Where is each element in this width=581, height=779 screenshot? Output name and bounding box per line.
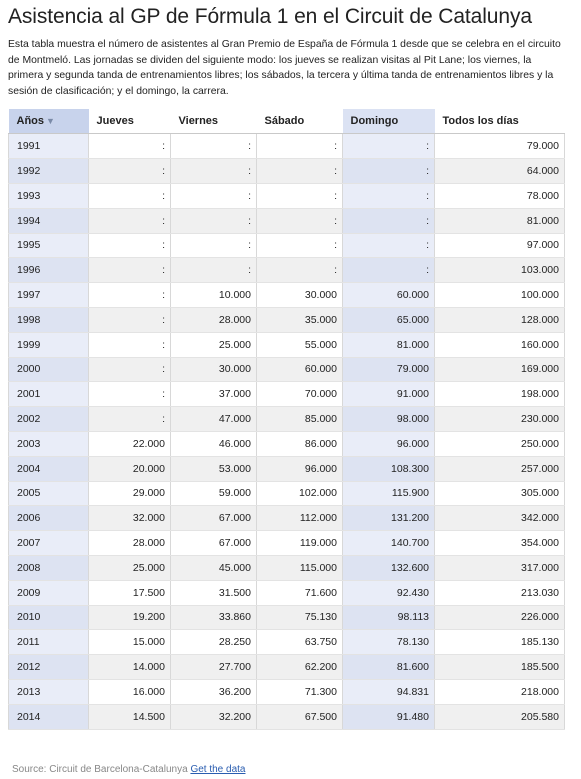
domingo-cell: 60.000 [343,283,435,308]
year-cell: 2014 [9,704,89,729]
domingo-cell: 81.000 [343,332,435,357]
viernes-cell: 33.860 [171,605,257,630]
jueves-cell: : [89,357,171,382]
total-cell: 100.000 [435,283,565,308]
year-cell: 2013 [9,679,89,704]
get-the-data-link[interactable]: Get the data [190,764,246,775]
table-row [9,134,565,159]
table-row [9,506,565,531]
domingo-cell: 132.600 [343,555,435,580]
sabado-cell: 119.000 [257,531,343,556]
year-cell: 1992 [9,159,89,184]
sort-descending-icon[interactable]: ▼ [46,116,55,127]
viernes-cell: 59.000 [171,481,257,506]
table-row [9,456,565,481]
jueves-cell: : [89,208,171,233]
year-cell: 1998 [9,307,89,332]
viernes-cell: 25.000 [171,332,257,357]
year-cell: 2005 [9,481,89,506]
domingo-cell: : [343,233,435,258]
jueves-cell: : [89,258,171,283]
domingo-cell: 131.200 [343,506,435,531]
column-header-todos[interactable] [435,109,565,134]
total-cell: 185.130 [435,630,565,655]
year-cell: 2007 [9,531,89,556]
sabado-cell: 85.000 [257,407,343,432]
year-cell: 2010 [9,605,89,630]
sabado-cell: 30.000 [257,283,343,308]
table-row [9,307,565,332]
sabado-cell: : [257,134,343,159]
viernes-cell: 28.250 [171,630,257,655]
year-cell: 2003 [9,431,89,456]
jueves-cell: : [89,407,171,432]
page-title: Asistencia al GP de Fórmula 1 en el Circuit de Catalunya [8,5,532,28]
table-row [9,655,565,680]
viernes-cell: 47.000 [171,407,257,432]
viernes-cell: 32.200 [171,704,257,729]
domingo-cell: 98.113 [343,605,435,630]
viernes-cell: 10.000 [171,283,257,308]
total-cell: 205.580 [435,704,565,729]
year-cell: 2000 [9,357,89,382]
column-header-label: Viernes [178,115,219,128]
sabado-cell: 86.000 [257,431,343,456]
domingo-cell: : [343,258,435,283]
table-body [9,134,565,729]
total-cell: 230.000 [435,407,565,432]
column-header-label: Domingo [350,115,399,128]
viernes-cell: 30.000 [171,357,257,382]
year-cell: 2012 [9,655,89,680]
viernes-cell: : [171,134,257,159]
jueves-cell: 14.000 [89,655,171,680]
sabado-cell: 96.000 [257,456,343,481]
domingo-cell: 91.480 [343,704,435,729]
total-cell: 160.000 [435,332,565,357]
total-cell: 257.000 [435,456,565,481]
viernes-cell: 53.000 [171,456,257,481]
domingo-cell: 94.831 [343,679,435,704]
viernes-cell: 45.000 [171,555,257,580]
total-cell: 342.000 [435,506,565,531]
jueves-cell: 14.500 [89,704,171,729]
table-row [9,481,565,506]
jueves-cell: 17.500 [89,580,171,605]
jueves-cell: 20.000 [89,456,171,481]
sabado-cell: 63.750 [257,630,343,655]
year-cell: 2006 [9,506,89,531]
total-cell: 250.000 [435,431,565,456]
viernes-cell: : [171,159,257,184]
table-row [9,605,565,630]
year-cell: 1993 [9,183,89,208]
domingo-cell: : [343,159,435,184]
viernes-cell: : [171,208,257,233]
table-row [9,332,565,357]
table-row [9,407,565,432]
domingo-cell: 81.600 [343,655,435,680]
domingo-cell: 65.000 [343,307,435,332]
total-cell: 198.000 [435,382,565,407]
total-cell: 305.000 [435,481,565,506]
total-cell: 213.030 [435,580,565,605]
domingo-cell: 98.000 [343,407,435,432]
total-cell: 64.000 [435,159,565,184]
jueves-cell: : [89,134,171,159]
total-cell: 78.000 [435,183,565,208]
sabado-cell: 55.000 [257,332,343,357]
column-header-label: Jueves [96,115,134,128]
year-cell: 1995 [9,233,89,258]
domingo-cell: 108.300 [343,456,435,481]
viernes-cell: 37.000 [171,382,257,407]
sabado-cell: : [257,258,343,283]
column-header-viernes[interactable] [171,109,257,134]
total-cell: 97.000 [435,233,565,258]
table-row [9,679,565,704]
jueves-cell: : [89,283,171,308]
table-row [9,159,565,184]
table-row [9,431,565,456]
domingo-cell: 79.000 [343,357,435,382]
jueves-cell: 19.200 [89,605,171,630]
jueves-cell: 16.000 [89,679,171,704]
sabado-cell: : [257,159,343,184]
table-row [9,208,565,233]
viernes-cell: : [171,183,257,208]
year-cell: 2009 [9,580,89,605]
total-cell: 81.000 [435,208,565,233]
domingo-cell: 91.000 [343,382,435,407]
year-cell: 1991 [9,134,89,159]
column-header-label: Años [16,115,44,128]
total-cell: 218.000 [435,679,565,704]
jueves-cell: : [89,159,171,184]
domingo-cell: 115.900 [343,481,435,506]
viernes-cell: 28.000 [171,307,257,332]
table-row [9,630,565,655]
viernes-cell: 67.000 [171,531,257,556]
table-row [9,382,565,407]
table-row [9,357,565,382]
sabado-cell: : [257,208,343,233]
sabado-cell: : [257,233,343,258]
column-header-label: Sábado [264,115,305,128]
table-row [9,531,565,556]
jueves-cell: 22.000 [89,431,171,456]
sabado-cell: 70.000 [257,382,343,407]
year-cell: 2008 [9,555,89,580]
total-cell: 79.000 [435,134,565,159]
sabado-cell: 62.200 [257,655,343,680]
column-header-sabado[interactable] [257,109,343,134]
jueves-cell: : [89,183,171,208]
sabado-cell: 67.500 [257,704,343,729]
total-cell: 128.000 [435,307,565,332]
source-line [12,764,245,775]
table-row [9,283,565,308]
jueves-cell: : [89,307,171,332]
domingo-cell: : [343,208,435,233]
viernes-cell: : [171,233,257,258]
jueves-cell: 15.000 [89,630,171,655]
year-cell: 2002 [9,407,89,432]
column-header-anos[interactable] [9,109,89,134]
table-row [9,555,565,580]
table-header-row [9,109,565,134]
sabado-cell: 115.000 [257,555,343,580]
viernes-cell: 46.000 [171,431,257,456]
table-description: Esta tabla muestra el número de asistentes al Gran Premio de España de Fórmula 1 desde que se celebra en el circuito de Montmeló. Las jornadas se dividen del siguiente modo: los jueves se realizan visitas al Pit Lane; los viernes, la primera y segunda tanda de entrenamientos libres; los sábados, la tercera y última tanda de entrenamientos libres y la sesión de clasificación; y el domingo, la carrera. [8,39,561,97]
table-row [9,704,565,729]
domingo-cell: 140.700 [343,531,435,556]
domingo-cell: : [343,183,435,208]
column-header-jueves[interactable] [89,109,171,134]
jueves-cell: 28.000 [89,531,171,556]
source-text: Source: Circuit de Barcelona-Catalunya [12,764,188,775]
viernes-cell: 27.700 [171,655,257,680]
sabado-cell: 75.130 [257,605,343,630]
viernes-cell: 31.500 [171,580,257,605]
jueves-cell: : [89,382,171,407]
sabado-cell: 35.000 [257,307,343,332]
year-cell: 2004 [9,456,89,481]
sabado-cell: 71.300 [257,679,343,704]
table-row [9,183,565,208]
sabado-cell: 60.000 [257,357,343,382]
year-cell: 1999 [9,332,89,357]
viernes-cell: 36.200 [171,679,257,704]
year-cell: 1997 [9,283,89,308]
total-cell: 317.000 [435,555,565,580]
viernes-cell: : [171,258,257,283]
viernes-cell: 67.000 [171,506,257,531]
column-header-label: Todos los días [442,115,519,128]
year-cell: 2001 [9,382,89,407]
table-row [9,580,565,605]
sabado-cell: 102.000 [257,481,343,506]
jueves-cell: : [89,233,171,258]
domingo-cell: : [343,134,435,159]
column-header-domingo[interactable] [343,109,435,134]
domingo-cell: 92.430 [343,580,435,605]
domingo-cell: 96.000 [343,431,435,456]
total-cell: 185.500 [435,655,565,680]
total-cell: 169.000 [435,357,565,382]
total-cell: 354.000 [435,531,565,556]
attendance-table [8,109,565,729]
sabado-cell: 71.600 [257,580,343,605]
total-cell: 103.000 [435,258,565,283]
year-cell: 1996 [9,258,89,283]
total-cell: 226.000 [435,605,565,630]
sabado-cell: : [257,183,343,208]
table-row [9,258,565,283]
jueves-cell: : [89,332,171,357]
sabado-cell: 112.000 [257,506,343,531]
jueves-cell: 25.000 [89,555,171,580]
year-cell: 1994 [9,208,89,233]
domingo-cell: 78.130 [343,630,435,655]
table-row [9,233,565,258]
year-cell: 2011 [9,630,89,655]
jueves-cell: 32.000 [89,506,171,531]
jueves-cell: 29.000 [89,481,171,506]
